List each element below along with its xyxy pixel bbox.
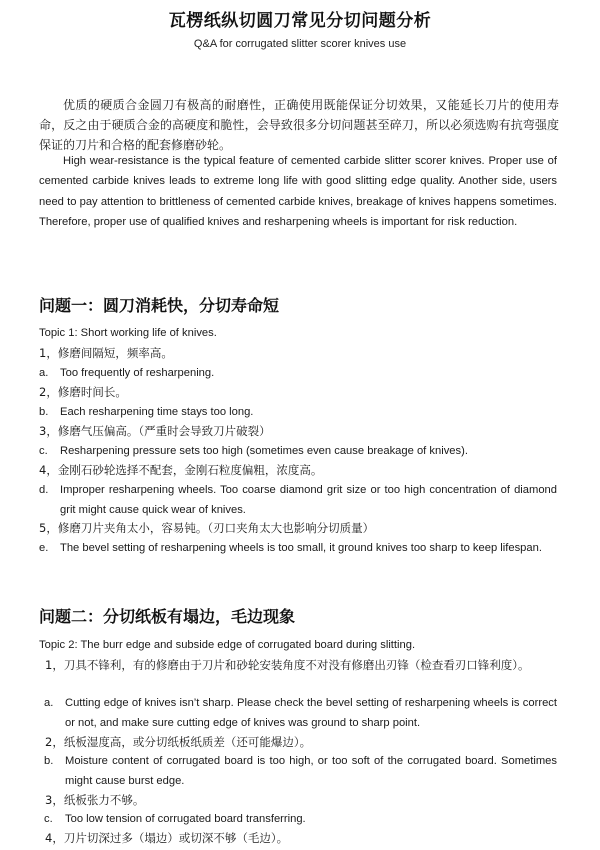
intro-paragraph-zh: 优质的硬质合金圆刀有极高的耐磨性，正确使用既能保证分切效果，又能延长刀片的使用寿命，反之由于硬质合金的高硬度和脆性，会导致很多分切问题甚至碎刀，所以必须选购有抗弯强度保证的刀片和合格的配套修磨砂轮。 xyxy=(39,98,559,152)
intro-paragraph-en: High wear-resistance is the typical feature of cemented carbide slitter scorer knives. Proper use of cemented carbide knives leads to extreme long life with good slitting edge quality. Another side, users need to pay attention to brittleness of cemented carbide knives, breakage of knives happens sometimes. Therefore, proper use of qualified knives and resharpening wheels is important for risk reduction. xyxy=(39,155,557,229)
section1-item-en-a: a. Too frequently of resharpening. xyxy=(39,364,557,384)
item-marker: c. xyxy=(39,445,48,457)
item-marker: a. xyxy=(44,697,54,709)
item-marker: c. xyxy=(44,813,53,825)
item-marker: b. xyxy=(44,755,54,767)
section2-item-en-c: c. Too low tension of corrugated board transferring. xyxy=(39,810,557,830)
section1-item-en-d: d. Improper resharpening wheels. Too coarse diamond grit size or too high concentration of diamond grit might cause quick wear of knives. xyxy=(39,481,557,520)
section1-heading: 问题一：圆刀消耗快，分切寿命短 xyxy=(39,296,280,315)
item-marker: b. xyxy=(39,406,49,418)
item-marker: d. xyxy=(39,484,49,496)
section1-item-zh-2: 2，修磨时间长。 xyxy=(39,385,127,399)
section2-item-zh-3: 3，纸板张力不够。 xyxy=(45,793,145,807)
section2-item-zh-2: 2，纸板湿度高，或分切纸板纸质差（还可能爆边）。 xyxy=(45,735,312,749)
item-marker: a. xyxy=(39,367,49,379)
document-title: 瓦楞纸纵切圆刀常见分切问题分析 xyxy=(168,11,432,31)
section2-topic: Topic 2: The burr edge and subside edge of corrugated board during slitting. xyxy=(39,639,416,651)
section1-topic: Topic 1: Short working life of knives. xyxy=(39,327,217,339)
section2-item-en-b: b. Moisture content of corrugated board is too high, or too soft of the corrugated board. Sometimes might cause burst edge. xyxy=(39,752,557,791)
section1-item-zh-1: 1，修磨间隔短，频率高。 xyxy=(39,346,173,360)
section2-item-en-a: a. Cutting edge of knives isn’t sharp. Please check the bevel setting of resharpening wheels is correct or not, and make sure cutting edge of knives was ground to sharp point. xyxy=(39,694,557,733)
item-marker: e. xyxy=(39,542,49,554)
document-subtitle: Q&A for corrugated slitter scorer knives use xyxy=(193,38,407,50)
section1-item-en-e: e. The bevel setting of resharpening wheels is too small, it ground knives too sharp to keep lifespan. xyxy=(39,539,557,559)
section2-item-zh-1: 1，刀具不锋利，有的修磨由于刀片和砂轮安装角度不对没有修磨出刃锋（检查看刃口锋利度）。 xyxy=(45,658,530,672)
section1-item-zh-4: 4，金刚石砂轮选择不配套，金刚石粒度偏粗，浓度高。 xyxy=(39,463,323,477)
section1-item-zh-5: 5，修磨刀片夹角太小，容易钝。（刃口夹角太大也影响分切质量） xyxy=(39,521,375,535)
section1-item-zh-3: 3，修磨气压偏高。（严重时会导致刀片破裂） xyxy=(39,424,271,438)
section2-item-zh-4: 4，刀片切深过多（塌边）或切深不够（毛边）。 xyxy=(45,831,289,845)
section1-item-en-c: c. Resharpening pressure sets too high (sometimes even cause breakage of knives). xyxy=(39,442,557,462)
section2-heading: 问题二：分切纸板有塌边，毛边现象 xyxy=(39,607,296,626)
section1-item-en-b: b. Each resharpening time stays too long. xyxy=(39,403,557,423)
